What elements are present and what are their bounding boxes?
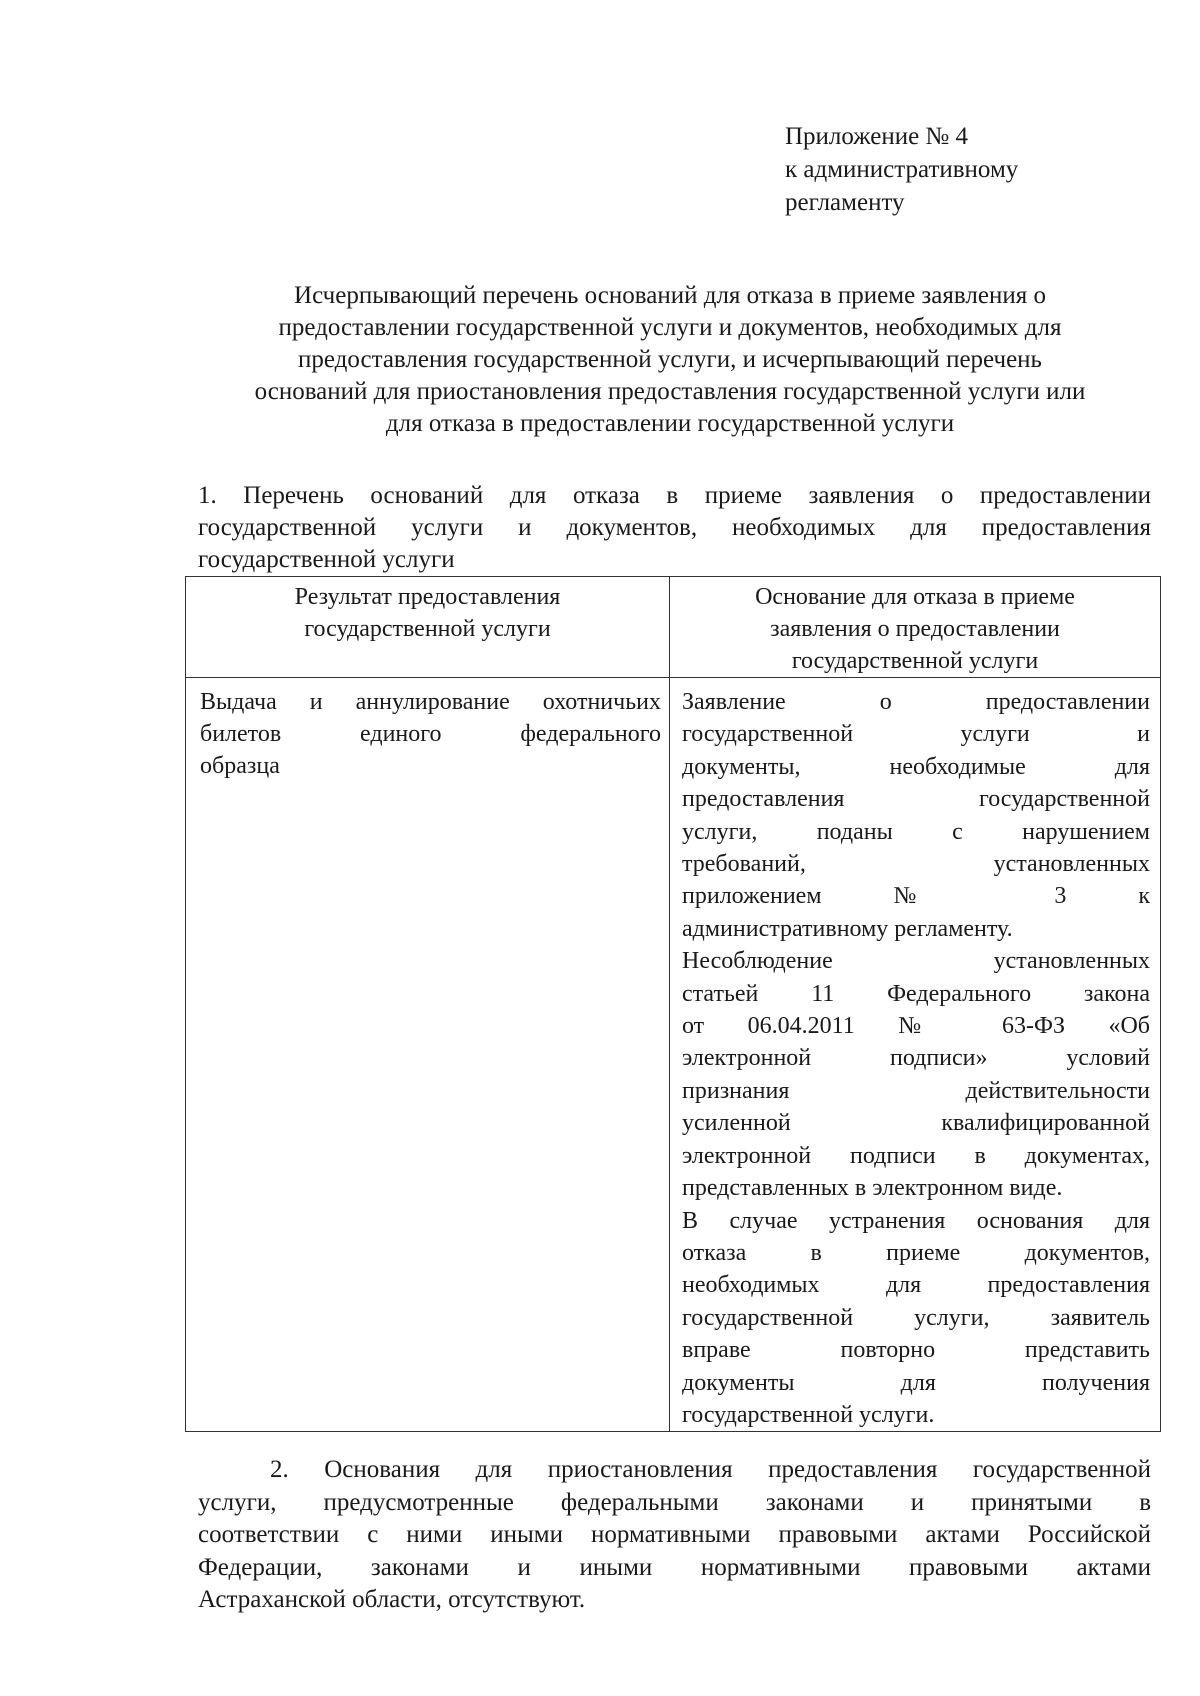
appendix-line: Приложение № 4 xyxy=(785,123,969,150)
table-header-row xyxy=(186,577,1161,678)
result-line: образца xyxy=(200,753,280,779)
section-2-line: Федерации, законами и иными нормативными правовыми актами xyxy=(198,1553,1151,1581)
header-result-line: Результат предоставления xyxy=(294,584,561,610)
header-result-line: государственной услуги xyxy=(304,616,551,642)
result-cell xyxy=(186,678,670,1432)
basis-line: административному регламенту. xyxy=(682,915,1013,942)
title-line: предоставлении государственной услуги и документов, необходимых для xyxy=(278,314,1062,341)
basis-line: Несоблюдение установленных xyxy=(682,948,1150,975)
basis-line: от 06.04.2011 № 63-ФЗ «Об xyxy=(682,1013,1150,1040)
section-1-line: 1. Перечень оснований для отказа в приеме заявления о предоставлении xyxy=(198,482,1151,509)
header-basis-line: заявления о предоставлении xyxy=(770,616,1060,642)
basis-paragraph-1 xyxy=(682,686,1150,945)
basis-line: услуги, поданы с нарушением xyxy=(682,818,1150,845)
header-basis-line: государственной услуги xyxy=(791,648,1039,674)
basis-paragraph-2 xyxy=(682,945,1150,1204)
basis-line: документы, необходимые для xyxy=(682,753,1150,780)
appendix-note xyxy=(785,120,1018,219)
basis-line: предоставления государственной xyxy=(682,786,1150,813)
section-2-line: соответствии с ними иными нормативными правовыми актами Российской xyxy=(198,1521,1151,1548)
title-line: оснований для приостановления предоставления государственной услуги или xyxy=(254,378,1086,405)
header-basis-cell xyxy=(670,577,1161,678)
result-line: билетов единого федерального xyxy=(200,721,661,747)
basis-line: приложением № 3 к xyxy=(682,883,1150,910)
basis-paragraph-3 xyxy=(682,1205,1150,1432)
section-1-heading xyxy=(198,480,1151,576)
section-1-line: государственной услуги xyxy=(198,546,455,573)
document-title xyxy=(190,280,1150,440)
basis-line: электронной подписи» условий xyxy=(682,1045,1150,1072)
basis-line: электронной подписи в документах, xyxy=(682,1142,1150,1169)
basis-line: признания действительности xyxy=(682,1077,1150,1104)
basis-line: государственной услуги, заявитель xyxy=(682,1304,1150,1331)
header-result-cell xyxy=(186,577,670,678)
basis-line: отказа в приеме документов, xyxy=(682,1239,1150,1266)
basis-line: государственной услуги. xyxy=(682,1401,935,1428)
basis-line: необходимых для предоставления xyxy=(682,1272,1150,1299)
basis-line: требований, установленных xyxy=(682,851,1150,878)
basis-line: Заявление о предоставлении xyxy=(682,689,1150,715)
basis-line: представленных в электронном виде. xyxy=(682,1175,1063,1202)
section-1-line: государственной услуги и документов, необходимых для предоставления xyxy=(198,514,1151,541)
basis-line: статьей 11 Федерального закона xyxy=(682,980,1150,1007)
table-row xyxy=(186,678,1161,1432)
basis-line: усиленной квалифицированной xyxy=(682,1110,1150,1137)
basis-cell xyxy=(670,678,1161,1432)
basis-line: государственной услуги и xyxy=(682,721,1150,748)
section-2-line: 2. Основания для приостановления предоставления государственной xyxy=(270,1456,1151,1483)
appendix-line: к административному xyxy=(785,156,1019,183)
result-line: Выдача и аннулирование охотничьих xyxy=(200,689,661,715)
refusal-grounds-table xyxy=(185,576,1161,1432)
title-line: для отказа в предоставлении государственной услуги xyxy=(385,410,955,437)
title-line: предоставления государственной услуги, и исчерпывающий перечень xyxy=(298,346,1042,373)
basis-line: вправе повторно представить xyxy=(682,1337,1150,1364)
basis-line: документы для получения xyxy=(682,1369,1150,1396)
appendix-line: регламенту xyxy=(785,189,905,216)
section-2-paragraph xyxy=(198,1454,1151,1617)
header-basis-line: Основание для отказа в приеме xyxy=(755,584,1075,610)
section-2-line: Астраханской области, отсутствуют. xyxy=(198,1586,586,1613)
basis-line: В случае устранения основания для xyxy=(682,1207,1150,1234)
section-2-line: услуги, предусмотренные федеральными законами и принятыми в xyxy=(198,1488,1151,1516)
title-line: Исчерпывающий перечень оснований для отказа в приеме заявления о xyxy=(294,282,1046,309)
